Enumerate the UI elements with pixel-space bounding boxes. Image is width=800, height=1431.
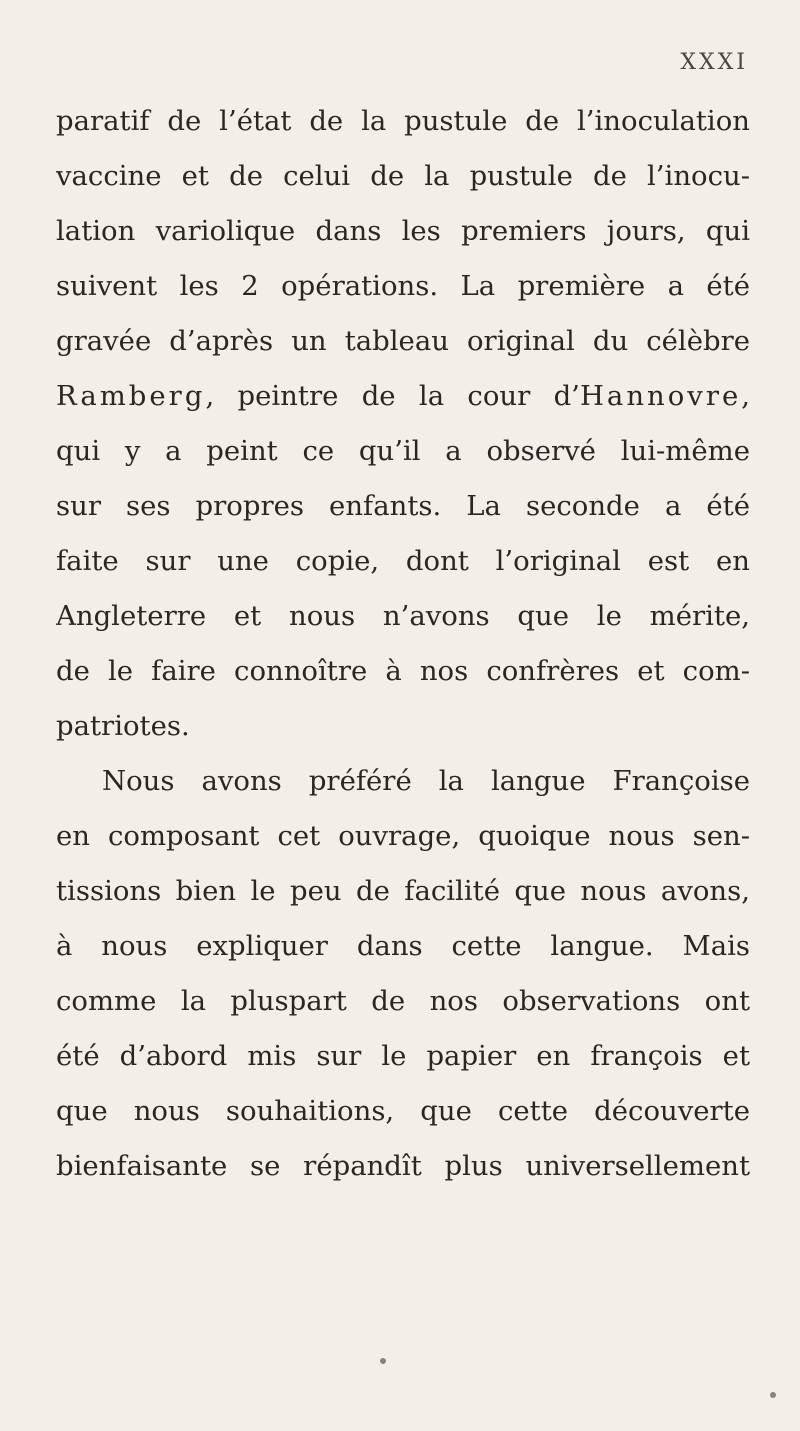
text-line-13 bbox=[56, 754, 750, 809]
person-name-ramberg: Ramberg bbox=[56, 380, 206, 412]
text-line-18 bbox=[56, 1029, 750, 1084]
text-line-19 bbox=[56, 1084, 750, 1139]
text-segment: , bbox=[741, 380, 750, 412]
text-segment: tissions bien le peu de facilité que nous avons, bbox=[56, 875, 750, 907]
text-line-14 bbox=[56, 809, 750, 864]
text-segment: Nous avons préféré la langue Françoise bbox=[102, 765, 750, 797]
paper-speck-mark bbox=[380, 1358, 386, 1364]
text-segment: été d’abord mis sur le papier en françois et bbox=[56, 1040, 750, 1072]
text-segment: de le faire connoître à nos confrères et com- bbox=[56, 655, 750, 687]
text-segment: gravée d’après un tableau original du célèbre bbox=[56, 325, 750, 357]
text-line-9 bbox=[56, 534, 750, 589]
text-line-6 bbox=[56, 369, 750, 424]
text-line-15 bbox=[56, 864, 750, 919]
text-segment: Angleterre et nous n’avons que le mérite, bbox=[56, 600, 750, 632]
text-line-8 bbox=[56, 479, 750, 534]
text-segment: en composant cet ouvrage, quoique nous sen- bbox=[56, 820, 750, 852]
page-number: XXXI bbox=[680, 50, 748, 75]
text-segment: paratif de l’état de la pustule de l’inoculation bbox=[56, 105, 750, 137]
text-line-3 bbox=[56, 204, 750, 259]
text-segment: à nous expliquer dans cette langue. Mais bbox=[56, 930, 750, 962]
text-segment: vaccine et de celui de la pustule de l’inocu- bbox=[56, 160, 750, 192]
text-line-1 bbox=[56, 94, 750, 149]
text-segment: bienfaisante se répandît plus universellement bbox=[56, 1150, 750, 1182]
body-text bbox=[56, 94, 750, 1194]
text-line-16 bbox=[56, 919, 750, 974]
paper-speck-mark bbox=[770, 1392, 776, 1398]
text-segment: qui y a peint ce qu’il a observé lui-même bbox=[56, 435, 750, 467]
text-line-7 bbox=[56, 424, 750, 479]
text-line-5 bbox=[56, 314, 750, 369]
text-segment: comme la pluspart de nos observations ont bbox=[56, 985, 750, 1017]
text-segment: , peintre de la cour d’ bbox=[205, 380, 580, 412]
text-line-10 bbox=[56, 589, 750, 644]
text-segment: patriotes. bbox=[56, 710, 190, 742]
text-line-17 bbox=[56, 974, 750, 1029]
text-line-11 bbox=[56, 644, 750, 699]
text-segment: sur ses propres enfants. La seconde a été bbox=[56, 490, 750, 522]
text-segment: lation variolique dans les premiers jours, qui bbox=[56, 215, 750, 247]
text-line-20 bbox=[56, 1139, 750, 1194]
text-segment: suivent les 2 opérations. La première a été bbox=[56, 270, 750, 302]
place-name-hannovre: Hannovre bbox=[579, 380, 742, 412]
text-segment: que nous souhaitions, que cette découverte bbox=[56, 1095, 750, 1127]
text-line-2 bbox=[56, 149, 750, 204]
text-segment: faite sur une copie, dont l’original est en bbox=[56, 545, 750, 577]
text-line-4 bbox=[56, 259, 750, 314]
text-line-12 bbox=[56, 699, 750, 754]
